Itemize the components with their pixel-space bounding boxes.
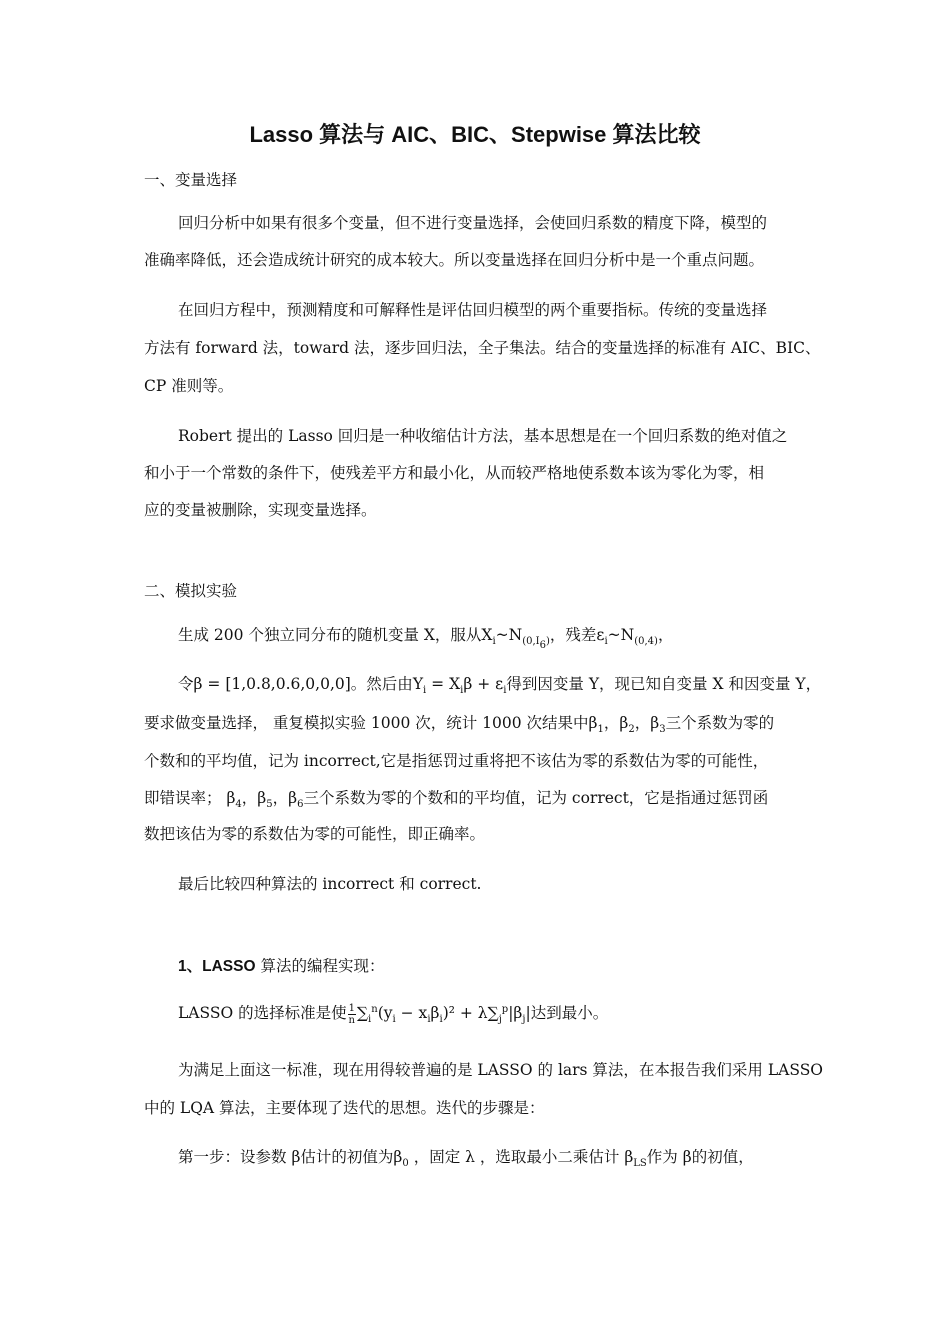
paragraph-line: 和小于一个常数的条件下，使残差平方和最小化，从而较严格地使系数本该为零化为零，相 (144, 464, 765, 482)
formula-beta-vector: β = [1,0.8,0.6,0,0,0]。 (193, 675, 367, 693)
paragraph-line: 应的变量被删除，实现变量选择。 (144, 501, 377, 519)
simulation-line-4: 个数和的平均值，记为 incorrect,它是指惩罚过重将把不该估为零的系数估为零的可能性， (144, 752, 769, 770)
paragraph-line: 准确率降低，还会造成统计研究的成本较大。所以变量选择在回归分析中是一个重点问题。 (144, 251, 765, 269)
paragraph-line: 在回归方程中，预测精度和可解释性是评估回归模型的两个重要指标。传统的变量选择 (178, 301, 768, 319)
paragraph-line: 为满足上面这一标准，现在用得较普遍的是 LASSO 的 lars 算法，在本报告我们采用 LASSO (178, 1061, 824, 1079)
simulation-line-1: 生成 200 个独立同分布的随机变量 X，服从$X_i\sim N_{(0,I_6)}$，残差$\varepsilon_i\sim N_{(0,4)}$， (178, 626, 674, 651)
section-heading-simulation: 二、模拟实验 (144, 582, 238, 600)
paragraph-line: CP 准则等。 (144, 377, 234, 395)
paragraph-line: 回归分析中如果有很多个变量，但不进行变量选择，会使回归系数的精度下降，模型的 (178, 214, 768, 232)
simulation-line-2: 令β = [1,0.8,0.6,0,0,0]。然后由$Y_i = X_i\beta + \varepsilon_i$得到因变量 Y，现已知自变量 X 和因变量 Y， (178, 675, 822, 696)
step-one-line: 第一步：设参数 β估计的初值为$\beta_0$ ，固定 λ ，选取最小二乘估计 $\beta_{LS}$作为 β的初值， (178, 1148, 754, 1169)
document-title: Lasso 算法与 AIC、BIC、Stepwise 算法比较 (249, 122, 701, 147)
subsection-heading-lasso: 1、LASSO 算法的编程实现： (178, 957, 385, 975)
paragraph-line: 方法有 forward 法，toward 法，逐步回归法，全子集法。结合的变量选择的标准有 AIC、BIC、 (144, 339, 821, 357)
formula-residual-distribution: $\varepsilon_i\sim N_{(0,4)}$ (596, 626, 658, 647)
section-heading-variable-selection: 一、变量选择 (144, 171, 238, 189)
formula-beta-1-2-3: $\beta_1$，$\beta_2$，$\beta_3$ (588, 714, 666, 735)
simulation-line-6: 数把该估为零的系数估为零的可能性，即正确率。 (144, 825, 486, 843)
simulation-line-7: 最后比较四种算法的 incorrect 和 correct. (178, 875, 482, 893)
formula-model: $Y_i = X_i\beta + \varepsilon_i$ (412, 675, 507, 696)
formula-x-distribution: $X_i\sim N_{(0,I_6)}$ (481, 626, 550, 651)
simulation-line-3: 要求做变量选择， 重复模拟实验 1000 次，统计 1000 次结果中$\beta_1$，$\beta_2$，$\beta_3$三个系数为零的 (144, 714, 775, 735)
simulation-line-5: 即错误率； $\beta_4$，$\beta_5$，$\beta_6$三个系数为零的个数和的平均值，记为 correct，它是指通过惩罚函 (144, 789, 769, 810)
formula-beta-4-5-6: $\beta_4$，$\beta_5$，$\beta_6$ (221, 789, 304, 810)
lasso-criterion-line: LASSO 的选择标准是使 $\frac{1}{n}$ $\sum_i^n(y_i - x_i\beta_i)^2 + \lambda\sum_j^p|\beta_j|$达到最小。 (178, 1002, 609, 1026)
paragraph-line: 中的 LQA 算法，主要体现了迭代的思想。迭代的步骤是： (144, 1099, 545, 1117)
paragraph-line: Robert 提出的 Lasso 回归是一种收缩估计方法，基本思想是在一个回归系数的绝对值之 (178, 427, 788, 445)
formula-lasso-objective: $\frac{1}{n}$ $\sum_i^n(y_i - x_i\beta_i)^2 + \lambda\sum_j^p|\beta_j|$ (348, 1002, 531, 1026)
